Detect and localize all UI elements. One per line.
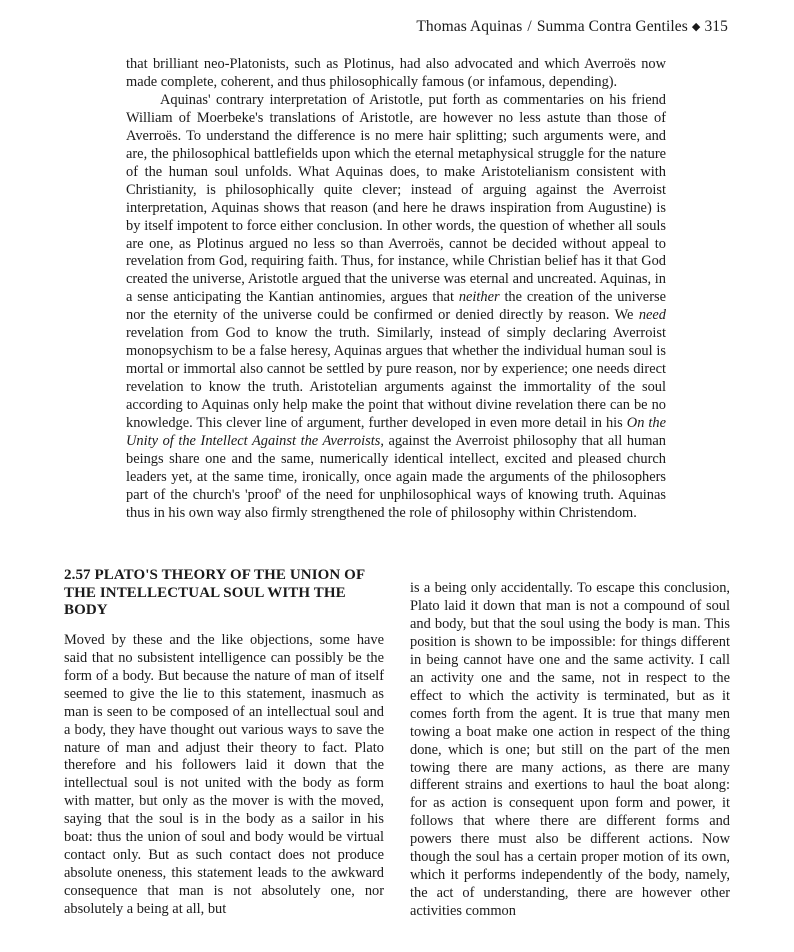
intro-paragraph-2-part-a: Aquinas' contrary interpretation of Aristotle, put forth as commentaries on his friend William of Moerbeke's translations of Aristotle, are however no less astute than those of Averroës. To understand the difference is no mere hair splitting; such arguments were, and are, the philosophical battlefields upon which the eternal metaphysical struggle for the nature of the human soul unfolds. What Aquinas does, to make Aristotelianism consistent with Christianity, is philosophically quite clever; instead of arguing against the Averroist interpretation, Aquinas shows that reason (and here he draws inspiration from Augustine) is by itself impotent to force either conclusion. In other words, the question of whether all souls are one, as Plotinus argued no less so than Averroës, cannot be decided without appeal to revelation from God, requiring faith. Thus, for instance, while Christian belief has it that God created the universe, Aristotle argued that the universe was eternal and uncreated. Aquinas, in a sense anticipating the Kantian antinomies, argues that	[126, 91, 666, 306]
section-left-column	[64, 567, 384, 919]
intro-text-block	[126, 56, 666, 523]
intro-paragraph-2-part-b: the creation of the universe nor the eternity of the universe could be confirmed or denied directly by reason. We	[126, 289, 666, 324]
section-heading: 2.57 PLATO'S THEORY OF THE UNION OF THE INTELLECTUAL SOUL WITH THE BODY	[64, 567, 365, 619]
header-separator: /	[527, 18, 532, 35]
emphasis-neither: neither	[458, 289, 500, 306]
intro-paragraph-1: that brilliant neo-Platonists, such as Plotinus, had also advocated and which Averroës now made complete, coherent, and thus philosophically famous (or infamous, depending).	[126, 56, 666, 90]
section-left-text: Moved by these and the like objections, some have said that no subsistent intelligence can possibly be the form of a body. But because the nature of man of itself seemed to give the lie to this statement, inasmuch as man is seen to be composed of an intellectual soul and a body, they have thought out various ways to save the nature of man and adjust their theory to fact. Plato therefore and his followers laid it down that the intellectual soul is not united with the body as form with matter, but only as the mover is with the moved, saying that the soul is in the body as a sailor in his boat: thus the union of soul and body would be virtual contact only. But as such contact does not produce absolute oneness, this statement leads to the awkward consequence that man is not absolutely one, nor absolutely a being at all, but	[64, 631, 384, 918]
intro-paragraph-2-part-d: , against the Averroist philosophy that all human beings share one and the same, numerically identical intellect, excited and pleased church leaders yet, at the same time, ironically, once again made the arguments of the philosophers part of the church's 'proof' of the need for unphilosophical ways of knowing truth. Aquinas thus in his own way also firmly strengthened the role of philosophy within Christendom.	[126, 433, 666, 521]
diamond-icon: ◆	[691, 21, 701, 33]
section-right-text: is a being only accidentally. To escape this conclusion, Plato laid it down that man is not a compound of soul and body, but that the soul using the body is man. This position is shown to be impossible: for things different in being cannot have one and the same activity. I call an activity one and the same, not in respect to the effect to which the activity is terminated, but as it comes forth from the agent. It is true that many men towing a boat make one action in respect of the thing done, which is one; but still on the part of the men towing there are many actions, as there are many different strains and exertions to haul the boat along: for as action is consequent upon form and power, it follows that where there are different forms and powers there must also be different actions. Now though the soul has a certain proper motion of its own, which it performs independently of the body, namely, the act of understanding, there are however other activities common	[410, 580, 730, 920]
cited-work-title: On the Unity of the Intellect Against the Averroists	[126, 415, 666, 450]
intro-paragraph-2	[126, 92, 666, 523]
page-number: 315	[704, 18, 728, 35]
running-head	[416, 18, 728, 36]
header-author: Thomas Aquinas	[416, 18, 523, 35]
emphasis-need: need	[638, 307, 666, 324]
section-right-column	[410, 580, 730, 921]
intro-paragraph-2-part-c: revelation from God to know the truth. Similarly, instead of simply declaring Averroist monopsychism to be a false heresy, Aquinas argues that whether the individual human soul is mortal or immortal also cannot be settled by pure reason, nor by experience; one needs direct revelation to know the truth. Aristotelian arguments against the immortality of the soul according to Aquinas only help make the point that without divine revelation there can be no knowledge. This clever line of argument, further developed in even more detail in his	[126, 325, 666, 432]
header-work-title: Summa Contra Gentiles	[536, 18, 688, 35]
